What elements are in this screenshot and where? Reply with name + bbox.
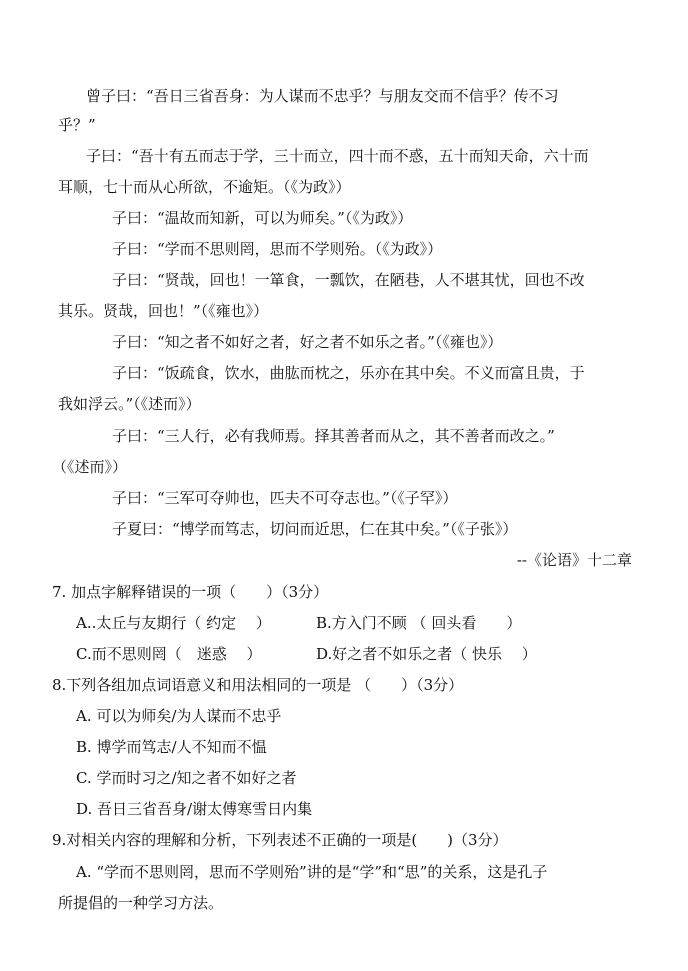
passage-line: 曾子曰：“吾日三省吾身：为人谋而不忠乎？与朋友交而不信乎？传不习 xyxy=(86,87,559,105)
question-stem: 8.下列各组加点词语意义和用法相同的一项是 （ ）（3分） xyxy=(52,676,464,694)
passage-line: 我如浮云。”（《述而》） xyxy=(58,395,201,413)
passage-line: 子曰：“温故而知新，可以为师矣。”（《为政》） xyxy=(112,209,413,227)
passage-line: 子曰：“学而不思则罔，思而不学则殆。（《为政》） xyxy=(112,240,443,258)
option-d: D. 吾日三省吾身/谢太傅寒雪日内集 xyxy=(76,800,313,818)
passage-line: 子曰：“三军可夺帅也，匹夫不可夺志也。”（《子罕》） xyxy=(112,489,458,507)
question-stem: 7. 加点字解释错误的一项（ ）（3分） xyxy=(52,583,329,601)
option-a: A..太丘与友期行（ 约定 ） xyxy=(76,614,271,632)
question-stem: 9.对相关内容的理解和分析，下列表述不正确的一项是( )（3分） xyxy=(52,831,508,849)
passage-line: 子曰：“吾十有五而志于学，三十而立，四十而不惑，五十而知天命，六十而 xyxy=(86,147,589,165)
passage-line: 其乐。贤哉，回也！”（《雍也》） xyxy=(58,302,269,320)
option-b: B. 博学而笃志/人不知而不愠 xyxy=(76,738,267,756)
option-a: A. 可以为师矣/为人谋而不忠乎 xyxy=(76,707,282,725)
passage-line: 子曰：“三人行，必有我师焉。择其善者而从之，其不善者而改之。” xyxy=(112,427,555,445)
option-a: A. “学而不思则罔，思而不学则殆”讲的是“学”和“思”的关系，这是孔子 xyxy=(76,863,548,881)
passage-line: （《述而》） xyxy=(52,458,128,476)
passage-line: 子曰：“贤哉，回也！一箪食，一瓢饮，在陋巷，人不堪其忧，回也不改 xyxy=(112,271,585,289)
passage-line: 耳顺，七十而从心所欲，不逾矩。（《为政》） xyxy=(58,178,351,196)
passage-line: 子曰：“知之者不如好之者，好之者不如乐之者。”（《雍也》） xyxy=(112,333,503,351)
option-c: C. 学而时习之/知之者不如好之者 xyxy=(76,769,297,787)
passage-source: --《论语》十二章 xyxy=(516,551,632,569)
passage-line: 子曰：“饭疏食，饮水，曲肱而枕之，乐亦在其中矣。不义而富且贵，于 xyxy=(112,364,585,382)
option-b: B.方入门不顾 （ 回头看 ） xyxy=(316,614,522,632)
passage-line: 乎？” xyxy=(58,116,96,134)
passage-line: 子夏曰：“博学而笃志，切问而近思，仁在其中矣。”（《子张》） xyxy=(112,520,518,538)
option-a-continued: 所提倡的一种学习方法。 xyxy=(58,894,224,912)
option-c: C.而不思则罔（ 迷惑 ） xyxy=(76,645,262,663)
option-d: D.好之者不如乐之者（ 快乐 ） xyxy=(316,645,537,663)
